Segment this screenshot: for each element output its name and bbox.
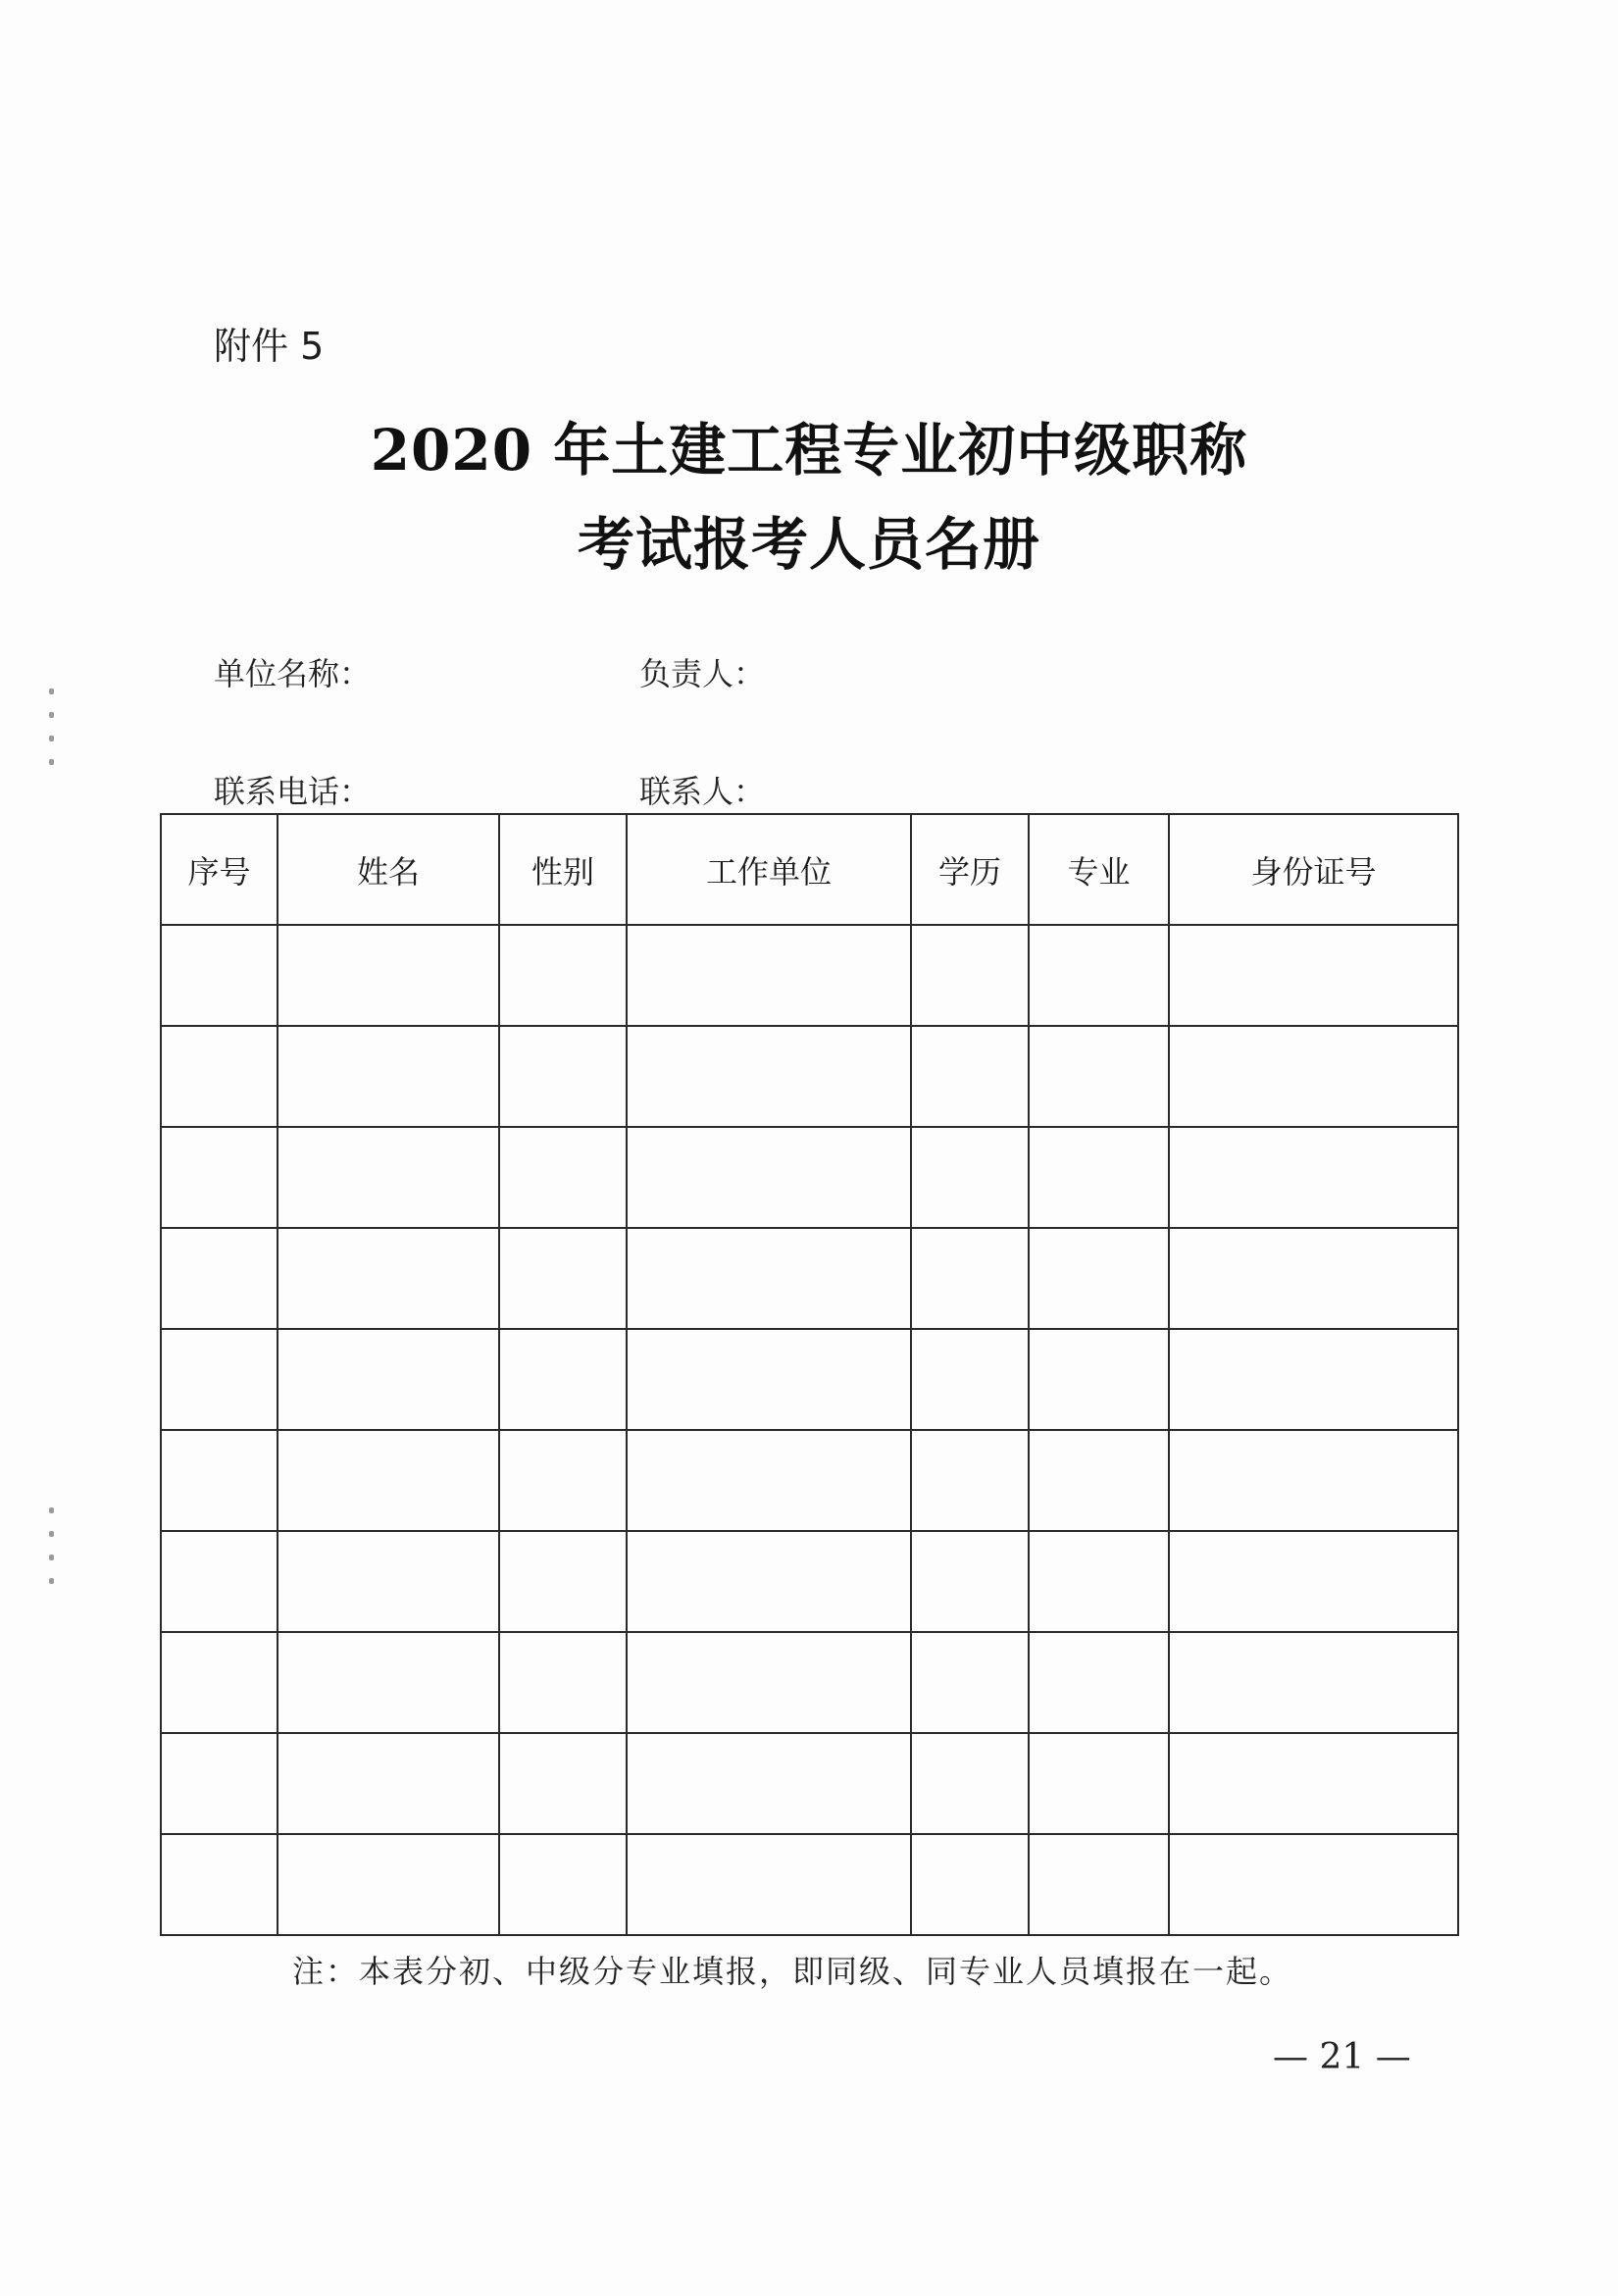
table-cell-col-gender <box>499 1733 627 1834</box>
header-col-education: 学历 <box>911 814 1029 925</box>
table-cell-col-gender <box>499 925 627 1026</box>
table-cell-col-education <box>911 1127 1029 1228</box>
unit-name-label: 单位名称： <box>214 655 372 692</box>
table-cell-col-gender <box>499 1127 627 1228</box>
table-cell-col-education <box>911 925 1029 1026</box>
header-col-seq: 序号 <box>161 814 278 925</box>
table-cell-col-seq <box>161 1733 278 1834</box>
table-cell-col-id-number <box>1169 1127 1458 1228</box>
table-cell-col-major <box>1029 1329 1169 1430</box>
table-row <box>161 1531 1458 1632</box>
table-cell-col-major <box>1029 1430 1169 1531</box>
table-cell-col-education <box>911 1733 1029 1834</box>
header-col-major: 专业 <box>1029 814 1169 925</box>
table-cell-col-gender <box>499 1228 627 1329</box>
table-cell-col-id-number <box>1169 1228 1458 1329</box>
table-cell-col-seq <box>161 1531 278 1632</box>
page-number: — 21 — <box>1273 2037 1411 2077</box>
table-cell-col-id-number <box>1169 1632 1458 1733</box>
table-cell-col-id-number <box>1169 1329 1458 1430</box>
binding-hole-marks-bottom <box>43 1507 67 1602</box>
table-cell-col-name <box>278 1430 499 1531</box>
table-cell-col-gender <box>499 1430 627 1531</box>
table-body <box>161 925 1458 1935</box>
table-cell-col-major <box>1029 1733 1169 1834</box>
table-cell-col-employer <box>627 1329 911 1430</box>
table-cell-col-name <box>278 925 499 1026</box>
applicant-roster-table <box>160 813 1459 1936</box>
table-cell-col-id-number <box>1169 925 1458 1026</box>
table-cell-col-id-number <box>1169 1733 1458 1834</box>
table-cell-col-education <box>911 1026 1029 1127</box>
table-cell-col-major <box>1029 1127 1169 1228</box>
table-cell-col-education <box>911 1632 1029 1733</box>
table-cell-col-employer <box>627 1632 911 1733</box>
table-cell-col-gender <box>499 1834 627 1935</box>
table-cell-col-gender <box>499 1026 627 1127</box>
table-cell-col-education <box>911 1329 1029 1430</box>
table-cell-col-education <box>911 1430 1029 1531</box>
table-cell-col-name <box>278 1127 499 1228</box>
table-cell-col-employer <box>627 1026 911 1127</box>
table-row <box>161 1632 1458 1733</box>
table-cell-col-seq <box>161 1632 278 1733</box>
header-col-name: 姓名 <box>278 814 499 925</box>
table-note: 注：本表分初、中级分专业填报，即同级、同专业人员填报在一起。 <box>292 1953 1293 1990</box>
header-col-id-number: 身份证号 <box>1169 814 1458 925</box>
table-cell-col-major <box>1029 1026 1169 1127</box>
table-cell-col-employer <box>627 1531 911 1632</box>
table-cell-col-employer <box>627 1733 911 1834</box>
table-cell-col-gender <box>499 1329 627 1430</box>
person-in-charge-label: 负责人： <box>639 655 766 692</box>
table-row <box>161 1127 1458 1228</box>
table-cell-col-name <box>278 1026 499 1127</box>
table-cell-col-name <box>278 1329 499 1430</box>
table-cell-col-employer <box>627 1127 911 1228</box>
table-row <box>161 1834 1458 1935</box>
document-title-line-1: 2020 年土建工程专业初中级职称 <box>370 417 1248 484</box>
binding-hole-marks-top <box>43 689 67 783</box>
table-row <box>161 1026 1458 1127</box>
table-cell-col-major <box>1029 1632 1169 1733</box>
table-row <box>161 1329 1458 1430</box>
table-cell-col-gender <box>499 1531 627 1632</box>
table-cell-col-seq <box>161 925 278 1026</box>
table-cell-col-seq <box>161 1430 278 1531</box>
attachment-label: 附件 5 <box>214 325 325 368</box>
table-cell-col-seq <box>161 1127 278 1228</box>
table-cell-col-name <box>278 1834 499 1935</box>
table-header-row <box>161 814 1458 925</box>
table-cell-col-seq <box>161 1834 278 1935</box>
table-cell-col-education <box>911 1834 1029 1935</box>
table-cell-col-employer <box>627 1228 911 1329</box>
table-row <box>161 1733 1458 1834</box>
phone-label: 联系电话： <box>214 773 372 810</box>
table-cell-col-major <box>1029 1228 1169 1329</box>
document-title-line-2: 考试报考人员名册 <box>577 511 1040 578</box>
table-cell-col-education <box>911 1228 1029 1329</box>
table-row <box>161 925 1458 1026</box>
table-cell-col-name <box>278 1228 499 1329</box>
table-cell-col-seq <box>161 1329 278 1430</box>
table-cell-col-employer <box>627 1430 911 1531</box>
table-cell-col-id-number <box>1169 1834 1458 1935</box>
table-cell-col-major <box>1029 925 1169 1026</box>
table-cell-col-id-number <box>1169 1531 1458 1632</box>
table-cell-col-name <box>278 1733 499 1834</box>
table-row <box>161 1430 1458 1531</box>
table-cell-col-major <box>1029 1531 1169 1632</box>
table-cell-col-major <box>1029 1834 1169 1935</box>
header-col-gender: 性别 <box>499 814 627 925</box>
table-cell-col-name <box>278 1632 499 1733</box>
table-cell-col-employer <box>627 1834 911 1935</box>
table-cell-col-id-number <box>1169 1026 1458 1127</box>
table-row <box>161 1228 1458 1329</box>
table-cell-col-employer <box>627 925 911 1026</box>
contact-person-label: 联系人： <box>639 773 766 810</box>
table-cell-col-education <box>911 1531 1029 1632</box>
table-cell-col-seq <box>161 1228 278 1329</box>
table-cell-col-gender <box>499 1632 627 1733</box>
header-col-employer: 工作单位 <box>627 814 911 925</box>
table-cell-col-id-number <box>1169 1430 1458 1531</box>
table-cell-col-name <box>278 1531 499 1632</box>
table-cell-col-seq <box>161 1026 278 1127</box>
